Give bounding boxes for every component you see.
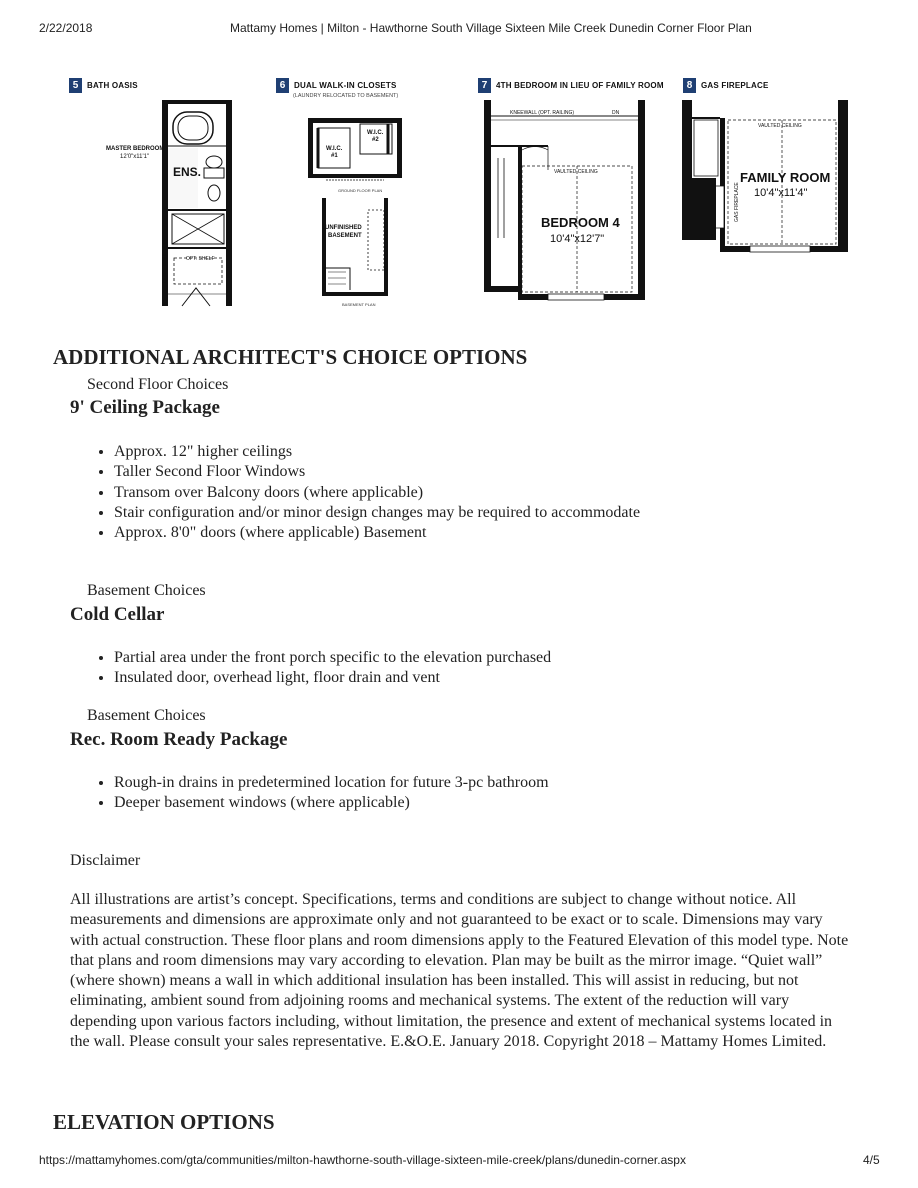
plan-7-vaulted: VAULTED CEILING [554,169,598,175]
plan-5-label [69,77,138,93]
plan-7-label [478,77,664,93]
plan-6-dual-closets-drawing [300,100,410,310]
list-item: • Transom over Balcony doors (where applicable) [114,483,640,503]
plan-7-room-name: BEDROOM 4 [541,215,620,230]
plan-5-number: 5 [69,78,82,93]
list-item: • Approx. 8'0" doors (where applicable) Basement [114,523,640,543]
plan-8-room-dim: 10'4"x11'4" [754,187,808,199]
plan-5-title: BATH OASIS [87,80,138,90]
plan-6-basement-plan: BASEMENT PLAN [342,302,376,307]
plan-5-opt-shelf: OPT. SHELF [186,256,215,262]
option-title: Rec. Room Ready Package [70,729,288,750]
plan-8-fireplace-label: GAS FIREPLACE [734,182,740,222]
list-item: • Rough-in drains in predetermined location for future 3-pc bathroom [114,773,549,793]
plan-6-wic2: W.I.C. [367,130,384,136]
elevation-options-heading: ELEVATION OPTIONS [53,1110,275,1134]
plan-6-number: 6 [276,78,289,93]
plan-6-label [276,77,397,93]
plan-7-room-dim: 10'4"x12'7" [550,233,605,245]
plan-8-number: 8 [683,78,696,93]
option-title: Cold Cellar [70,604,165,625]
list-item: • Partial area under the front porch specific to the elevation purchased [114,648,551,668]
plan-6-ground-plan: GROUND FLOOR PLAN [338,188,383,193]
plan-7-number: 7 [478,78,491,93]
plan-7-dn: DN [612,110,620,116]
option-category: Second Floor Choices [87,376,229,393]
disclaimer-text: All illustrations are artist’s concept. Specifications, terms and conditions are subject to change without notice. All measurements and dimensions are approximate only and not guaranteed to be exact or to scale. Dimensions may vary with actual construction. These floor plans and room dimensions apply to the Featured Elevation of this model type. Note that plans and room dimensions may vary according to elevation. Plan may be built as the mirror image. “Quiet wall” (where shown) means a wall in which additional insulation has been installed. This will assist in reducing, but not eliminating, ambient sound from adjoining rooms and mechanical systems. The extent of the reduction will vary depending upon various factors including, without limitation, the presence and extent of mechanical systems located in the wall. Please consult your sales representative. E.&O.E. January 2018. Copyright 2018 – Mattamy Homes Limited. [70,891,849,1051]
plan-8-title: GAS FIREPLACE [701,80,769,90]
plan-5-ens-label: ENS. [173,165,202,179]
plan-5-quiet-wall: QUIET WALL [162,252,168,283]
plan-6-subtitle: (LAUNDRY RELOCATED TO BASEMENT) [293,93,399,99]
option-category: Basement Choices [87,582,206,599]
plan-6-wic2-num: #2 [372,137,379,143]
plan-8-vaulted: VAULTED CEILING [758,123,802,129]
list-item: • Approx. 12" higher ceilings [114,442,640,462]
print-title: Mattamy Homes | Milton - Hawthorne South Village Sixteen Mile Creek Dunedin Corner Floor Plan [230,21,752,35]
disclaimer-label: Disclaimer [70,852,141,869]
list-item: • Taller Second Floor Windows [114,462,640,482]
plan-6-unfinished: UNFINISHED [325,225,362,231]
list-item: • Insulated door, overhead light, floor drain and vent [114,668,551,688]
plan-8-label [683,77,769,93]
plan-8-room-name: FAMILY ROOM [740,170,831,185]
print-url: https://mattamyhomes.com/gta/communities/milton-hawthorne-south-village-sixteen-mile-creek/plans/dunedin-corner.aspx [39,1153,686,1167]
plan-6-title: DUAL WALK-IN CLOSETS [294,80,397,90]
plan-5-bath-oasis-drawing [100,98,240,308]
print-page-number: 4/5 [863,1153,880,1167]
plan-6-basement: BASEMENT [328,233,362,239]
option-bullet-list [70,773,549,814]
option-bullet-list [70,442,640,543]
plan-7-bedroom4-drawing [478,98,653,308]
plan-8-gas-fireplace-drawing [680,98,852,258]
plan-5-master-label: MASTER BEDROOM [106,146,165,152]
list-item: • Deeper basement windows (where applicable) [114,793,549,813]
list-item: • Stair configuration and/or minor design changes may be required to accommodate [114,503,640,523]
option-category: Basement Choices [87,707,206,724]
option-title: 9' Ceiling Package [70,397,220,418]
plan-7-kneewall: KNEEWALL (OPT. RAILING) [510,110,575,116]
plan-6-wic1-num: #1 [331,153,338,159]
option-bullet-list [70,648,551,689]
plan-7-title: 4TH BEDROOM IN LIEU OF FAMILY ROOM [496,80,664,90]
architect-options-heading: ADDITIONAL ARCHITECT'S CHOICE OPTIONS [53,345,528,369]
plan-6-wic1: W.I.C. [326,146,343,152]
print-date: 2/22/2018 [39,21,93,35]
plan-5-master-dim: 12'0"x11'1" [120,154,150,160]
